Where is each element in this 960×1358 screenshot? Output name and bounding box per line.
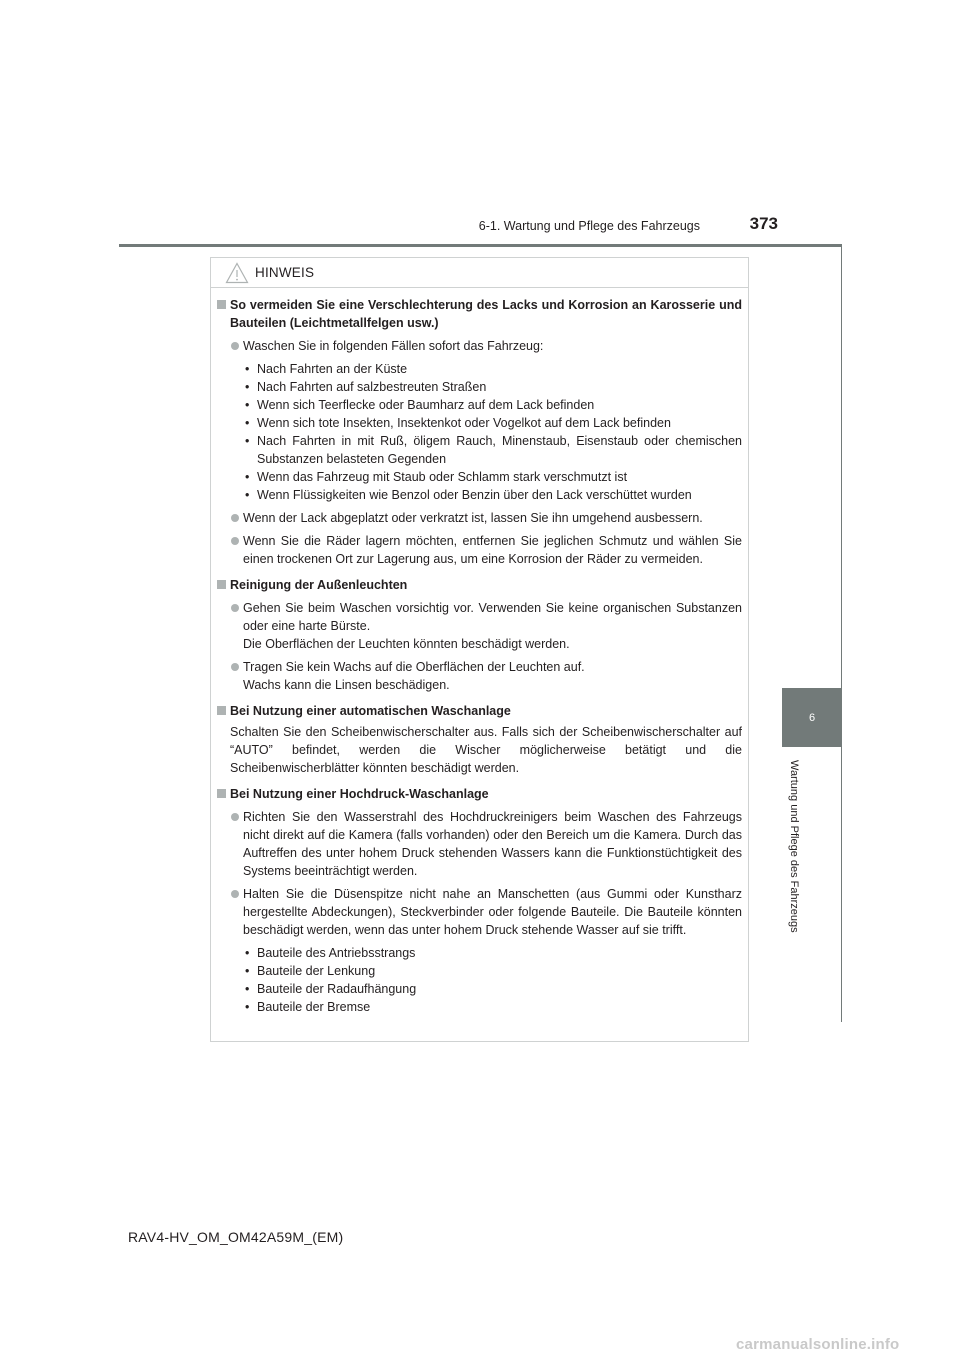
list-item-text: Richten Sie den Wasserstrahl des Hochdruckreinigers beim Waschen des Fahrzeugs nicht direkt auf die Kamera (falls vorhanden) oder den Bereich um die Kamera. Durch das Auftreffen des unter hohem Druck stehenden Wassers kann die Funktionstüchtigkeit des Systems beeinträchtigt werden. — [243, 810, 742, 878]
list-item — [217, 885, 742, 939]
running-header-title: 6-1. Wartung und Pflege des Fahrzeugs — [478, 219, 700, 233]
section-paint-protection — [217, 296, 742, 568]
sub-list-item-text: Wenn das Fahrzeug mit Staub oder Schlamm stark verschmutzt ist — [257, 470, 628, 484]
list-item — [217, 808, 742, 880]
sub-list — [217, 944, 742, 1016]
circle-bullet-icon — [231, 890, 239, 898]
chapter-tab — [782, 688, 842, 747]
list-item-text: Waschen Sie in folgenden Fällen sofort das Fahrzeug: — [243, 339, 544, 353]
sub-list-item-text: Nach Fahrten an der Küste — [257, 362, 408, 376]
dot-mark-icon: • — [245, 362, 250, 376]
sub-list-item — [243, 468, 742, 486]
list-item — [217, 532, 742, 568]
circle-bullet-icon — [231, 514, 239, 522]
sub-list-item-text: Wenn sich Teerflecke oder Baumharz auf dem Lack befinden — [257, 398, 595, 412]
list-item-text: Tragen Sie kein Wachs auf die Oberflächen der Leuchten auf. — [243, 660, 585, 674]
section-exterior-lights — [217, 576, 742, 694]
sub-list-item-text: Wenn Flüssigkeiten wie Benzol oder Benzin über den Lack verschüttet wurden — [257, 488, 692, 502]
dot-mark-icon: • — [245, 946, 250, 960]
circle-bullet-icon — [231, 663, 239, 671]
sub-list — [217, 360, 742, 504]
square-bullet-icon — [217, 706, 226, 715]
sub-list-item-text: Nach Fahrten auf salzbestreuten Straßen — [257, 380, 487, 394]
square-bullet-icon — [217, 300, 226, 309]
section-heading-text: So vermeiden Sie eine Verschlechterung des Lacks und Korrosion an Karosserie und Bauteilen (Leichtmetallfelgen usw.) — [230, 298, 742, 330]
circle-bullet-icon — [231, 813, 239, 821]
list-item-text-continued: Wachs kann die Linsen beschädigen. — [243, 678, 450, 692]
section-heading — [217, 296, 742, 332]
side-tab-rule — [841, 246, 842, 1022]
sub-list-item — [243, 962, 742, 980]
chapter-side-label: Wartung und Pflege des Fahrzeugs — [788, 760, 800, 933]
circle-bullet-icon — [231, 537, 239, 545]
list-item-text: Wenn Sie die Räder lagern möchten, entfernen Sie jeglichen Schmutz und wählen Sie einen trockenen Ort zur Lagerung aus, um eine Korrosion der Räder zu vermeiden. — [243, 534, 742, 566]
list-item-text: Gehen Sie beim Waschen vorsichtig vor. Verwenden Sie keine organischen Substanzen oder eine harte Bürste. — [243, 601, 742, 633]
square-bullet-icon — [217, 789, 226, 798]
sub-list-item-text: Wenn sich tote Insekten, Insektenkot oder Vogelkot auf dem Lack befinden — [257, 416, 671, 430]
list-item-text: Wenn der Lack abgeplatzt oder verkratzt ist, lassen Sie ihn umgehend ausbessern. — [243, 511, 703, 525]
circle-bullet-icon — [231, 604, 239, 612]
sub-list-item — [243, 396, 742, 414]
sub-list-item-text: Bauteile des Antriebsstrangs — [257, 946, 416, 960]
sub-list-item — [243, 944, 742, 962]
section-car-wash — [217, 702, 742, 777]
section-heading-text: Reinigung der Außenleuchten — [230, 578, 408, 592]
list-item — [217, 599, 742, 653]
sub-list-item — [243, 998, 742, 1016]
sub-list-item-text: Bauteile der Radaufhängung — [257, 982, 417, 996]
list-item — [217, 509, 742, 527]
warning-triangle-icon — [225, 262, 249, 284]
notice-body — [211, 288, 748, 1016]
sub-list-item-text: Bauteile der Bremse — [257, 1000, 371, 1014]
chapter-number: 6 — [808, 711, 816, 724]
model-code: RAV4-HV_OM_OM42A59M_(EM) — [128, 1229, 344, 1245]
header-rule — [119, 244, 842, 247]
square-bullet-icon — [217, 580, 226, 589]
dot-mark-icon: • — [245, 470, 250, 484]
section-pressure-washer — [217, 785, 742, 1016]
list-item — [217, 658, 742, 694]
dot-mark-icon: • — [245, 434, 250, 448]
section-heading — [217, 702, 742, 720]
sub-list-item — [243, 980, 742, 998]
page-number: 373 — [749, 214, 778, 233]
circle-bullet-icon — [231, 342, 239, 350]
dot-mark-icon: • — [245, 416, 250, 430]
sub-list-item-text: Bauteile der Lenkung — [257, 964, 376, 978]
notice-box — [210, 257, 749, 1042]
sub-list-item — [243, 432, 742, 468]
notice-title: HINWEIS — [255, 265, 315, 280]
sub-list-item — [243, 360, 742, 378]
dot-mark-icon: • — [245, 982, 250, 996]
list-item — [217, 337, 742, 355]
section-paragraph: Schalten Sie den Scheibenwischerschalter aus. Falls sich der Scheibenwischerschalter auf “AUTO” befindet, werden die Wischer möglicherweise betätigt und die Scheibenwischerblätter könnten beschädigt werden. — [230, 725, 742, 775]
list-item-text-continued: Die Oberflächen der Leuchten könnten beschädigt werden. — [243, 637, 570, 651]
watermark-text: carmanualsonline.info — [736, 1336, 900, 1353]
sub-list-item-text: Nach Fahrten in mit Ruß, öligem Rauch, Minenstaub, Eisenstaub oder chemischen Substanzen belasteten Gegenden — [257, 434, 742, 466]
notice-header — [211, 258, 748, 288]
section-heading — [217, 785, 742, 803]
section-heading-text: Bei Nutzung einer automatischen Waschanlage — [230, 704, 511, 718]
list-item-text: Halten Sie die Düsenspitze nicht nahe an Manschetten (aus Gummi oder Kunstharz hergestellte Abdeckungen), Steckverbinder oder folgende Bauteile. Die Bauteile könnten beschädigt werden, wenn das unter hohem Druck stehende Wasser auf sie trifft. — [243, 887, 742, 937]
section-heading — [217, 576, 742, 594]
dot-mark-icon: • — [245, 1000, 250, 1014]
dot-mark-icon: • — [245, 488, 250, 502]
sub-list-item — [243, 486, 742, 504]
section-heading-text: Bei Nutzung einer Hochdruck-Waschanlage — [230, 787, 489, 801]
sub-list-item — [243, 414, 742, 432]
dot-mark-icon: • — [245, 964, 250, 978]
dot-mark-icon: • — [245, 380, 250, 394]
dot-mark-icon: • — [245, 398, 250, 412]
sub-list-item — [243, 378, 742, 396]
